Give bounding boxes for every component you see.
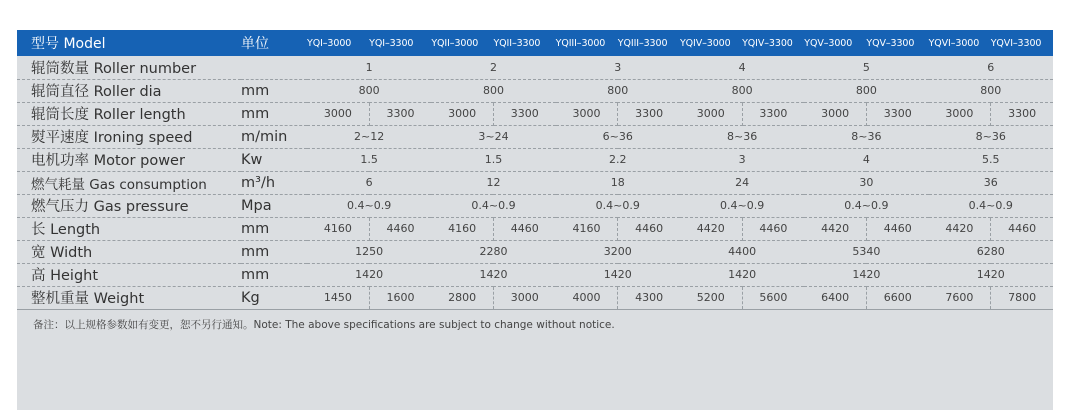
spec-value-cell: 4460 (493, 217, 555, 240)
spec-row (17, 194, 1053, 217)
row-unit: mm (241, 102, 307, 125)
spec-value-cell: 6280 (929, 240, 1053, 263)
row-label: 熨平速度 Ironing speed (17, 125, 241, 148)
row-unit: Mpa (241, 194, 307, 217)
spec-value-cell: 1250 (307, 240, 431, 263)
spec-value-cell: 5200 (680, 286, 742, 309)
footnote: 备注：以上规格参数如有变更，恕不另行通知。Note: The above specifications are subject to change without notice. (33, 319, 615, 331)
spec-value-cell: 3 (556, 56, 680, 79)
spec-value-cell: 0.4~0.9 (431, 194, 555, 217)
spec-value-cell: 1420 (929, 263, 1053, 286)
spec-value-cell: 3300 (991, 102, 1053, 125)
spec-value-cell: 4 (804, 148, 928, 171)
spec-value-cell: 5.5 (929, 148, 1053, 171)
spec-value-cell: 5600 (742, 286, 804, 309)
spec-value-cell: 1.5 (307, 148, 431, 171)
spec-value-cell: 3000 (493, 286, 555, 309)
spec-value-cell: 0.4~0.9 (680, 194, 804, 217)
header-model-name: YQV–3300 (866, 37, 915, 49)
row-label: 长 Length (17, 217, 241, 240)
spec-value-cell: 4420 (929, 217, 991, 240)
row-unit: m/min (241, 125, 307, 148)
row-unit: mm (241, 79, 307, 102)
row-label: 燃气压力 Gas pressure (17, 194, 241, 217)
row-unit: mm (241, 217, 307, 240)
spec-value-cell: 4420 (680, 217, 742, 240)
spec-value-cell: 3000 (307, 102, 369, 125)
spec-value-cell: 3000 (556, 102, 618, 125)
spec-row (17, 171, 1053, 194)
spec-value-cell: 4460 (742, 217, 804, 240)
spec-value-cell: 2~12 (307, 125, 431, 148)
spec-row (17, 102, 1053, 125)
spec-value-cell: 5 (804, 56, 928, 79)
spec-row (17, 217, 1053, 240)
spec-value-cell: 1420 (307, 263, 431, 286)
spec-value-cell: 7600 (929, 286, 991, 309)
spec-value-cell: 3300 (493, 102, 555, 125)
spec-value-cell: 2 (431, 56, 555, 79)
spec-value-cell: 3200 (556, 240, 680, 263)
spec-value-cell: 3000 (680, 102, 742, 125)
row-label: 辊筒长度 Roller length (17, 102, 241, 125)
header-model-name: YQIV–3000 (679, 37, 731, 49)
header-model-name: YQIII–3300 (617, 37, 668, 49)
row-label: 燃气耗量 Gas consumption (17, 171, 241, 194)
spec-value-cell: 0.4~0.9 (307, 194, 431, 217)
row-label: 高 Height (17, 263, 241, 286)
spec-value-cell: 4000 (556, 286, 618, 309)
row-label: 电机功率 Motor power (17, 148, 241, 171)
header-model-name: YQII–3300 (493, 37, 541, 49)
row-unit: Kg (241, 286, 307, 309)
spec-value-cell: 4 (680, 56, 804, 79)
spec-value-cell: 1600 (369, 286, 431, 309)
spec-value-cell: 3300 (618, 102, 680, 125)
spec-value-cell: 3300 (369, 102, 431, 125)
spec-row (17, 125, 1053, 148)
row-label: 辊筒数量 Roller number (17, 56, 241, 79)
spec-value-cell: 4460 (618, 217, 680, 240)
spec-value-cell: 2800 (431, 286, 493, 309)
spec-value-cell: 24 (680, 171, 804, 194)
spec-value-cell: 1.5 (431, 148, 555, 171)
spec-value-cell: 1 (307, 56, 431, 79)
spec-value-cell: 7800 (991, 286, 1053, 309)
spec-value-cell: 4460 (866, 217, 928, 240)
row-label: 辊筒直径 Roller dia (17, 79, 241, 102)
spec-value-cell: 4420 (804, 217, 866, 240)
spec-value-cell: 0.4~0.9 (929, 194, 1053, 217)
spec-value-cell: 4400 (680, 240, 804, 263)
spec-value-cell: 1420 (680, 263, 804, 286)
spec-value-cell: 5340 (804, 240, 928, 263)
header-model-name: YQVI–3300 (990, 37, 1042, 49)
spec-value-cell: 3 (680, 148, 804, 171)
spec-value-cell: 4160 (307, 217, 369, 240)
row-unit: Kw (241, 148, 307, 171)
spec-value-cell: 1420 (556, 263, 680, 286)
spec-value-cell: 3300 (742, 102, 804, 125)
spec-value-cell: 800 (431, 79, 555, 102)
spec-value-cell: 2280 (431, 240, 555, 263)
spec-value-cell: 6400 (804, 286, 866, 309)
spec-value-cell: 0.4~0.9 (804, 194, 928, 217)
header-row (17, 30, 1053, 56)
spec-row (17, 148, 1053, 171)
row-unit: m³/h (241, 171, 307, 194)
header-model-name: YQI–3300 (369, 37, 414, 49)
spec-value-cell: 8~36 (929, 125, 1053, 148)
spec-value-cell: 3000 (431, 102, 493, 125)
spec-value-cell: 4160 (556, 217, 618, 240)
spec-value-cell: 800 (307, 79, 431, 102)
spec-value-cell: 0.4~0.9 (556, 194, 680, 217)
spec-row (17, 56, 1053, 79)
row-unit: mm (241, 240, 307, 263)
header-model-name: YQIV–3300 (742, 37, 793, 49)
row-label: 整机重量 Weight (17, 286, 241, 309)
header-model-label: 型号 Model (31, 36, 106, 52)
header-model-name: YQIII–3000 (555, 37, 606, 49)
spec-value-cell: 3300 (866, 102, 928, 125)
spec-value-cell: 800 (680, 79, 804, 102)
header-model-name: YQI–3000 (307, 37, 352, 49)
spec-row (17, 240, 1053, 263)
spec-value-cell: 4160 (431, 217, 493, 240)
spec-table (17, 30, 1053, 310)
header-unit-label: 单位 (241, 36, 269, 52)
spec-value-cell: 3000 (804, 102, 866, 125)
spec-value-cell: 4300 (618, 286, 680, 309)
spec-value-cell: 6 (929, 56, 1053, 79)
spec-value-cell: 4460 (991, 217, 1053, 240)
spec-row (17, 286, 1053, 309)
spec-value-cell: 800 (556, 79, 680, 102)
spec-value-cell: 800 (929, 79, 1053, 102)
row-unit (241, 56, 307, 79)
row-label: 宽 Width (17, 240, 241, 263)
spec-value-cell: 8~36 (804, 125, 928, 148)
spec-value-cell: 800 (804, 79, 928, 102)
spec-value-cell: 3~24 (431, 125, 555, 148)
spec-value-cell: 6600 (866, 286, 928, 309)
spec-row (17, 263, 1053, 286)
spec-value-cell: 2.2 (556, 148, 680, 171)
spec-value-cell: 1420 (804, 263, 928, 286)
spec-value-cell: 8~36 (680, 125, 804, 148)
spec-value-cell: 4460 (369, 217, 431, 240)
header-model-name: YQV–3000 (804, 37, 853, 49)
spec-value-cell: 1450 (307, 286, 369, 309)
spec-row (17, 79, 1053, 102)
header-model-name: YQVI–3000 (928, 37, 980, 49)
spec-value-cell: 6 (307, 171, 431, 194)
header-model-name: YQII–3000 (431, 37, 479, 49)
spec-value-cell: 30 (804, 171, 928, 194)
spec-value-cell: 6~36 (556, 125, 680, 148)
spec-value-cell: 1420 (431, 263, 555, 286)
spec-value-cell: 12 (431, 171, 555, 194)
spec-value-cell: 18 (556, 171, 680, 194)
spec-value-cell: 36 (929, 171, 1053, 194)
spec-table-body (17, 56, 1053, 309)
spec-value-cell: 3000 (929, 102, 991, 125)
row-unit: mm (241, 263, 307, 286)
